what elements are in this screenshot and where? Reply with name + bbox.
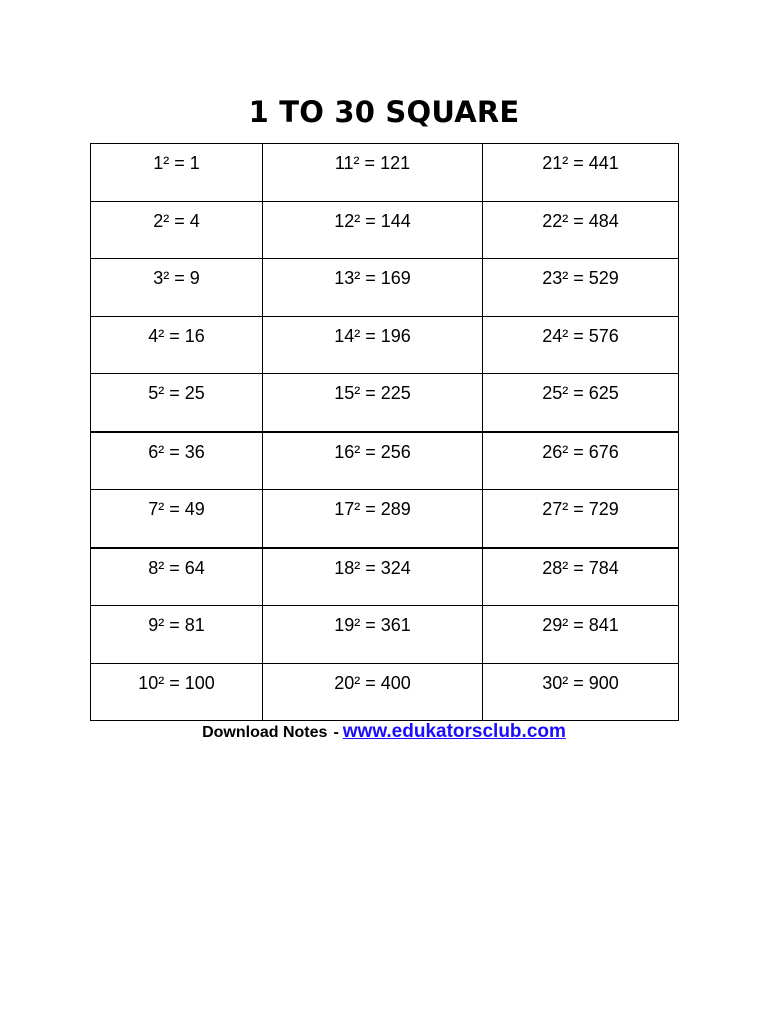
table-row: [91, 490, 679, 548]
table-cell: 15² = 225: [263, 374, 483, 432]
table-cell: 13² = 169: [263, 259, 483, 317]
table-row: [91, 374, 679, 432]
table-cell: 7² = 49: [91, 490, 263, 548]
table-cell: 16² = 256: [263, 432, 483, 490]
table-row: [91, 432, 679, 490]
page-title: 1 TO 30 SQUARE: [248, 95, 520, 129]
table-cell: 6² = 36: [91, 432, 263, 490]
table-cell: 25² = 625: [483, 374, 679, 432]
table-cell: 23² = 529: [483, 259, 679, 317]
table-row: [91, 259, 679, 317]
website-link[interactable]: www.edukatorsclub.com: [342, 721, 566, 742]
footer-note: [0, 720, 768, 745]
table-cell: 19² = 361: [263, 606, 483, 664]
table-cell: 26² = 676: [483, 432, 679, 490]
table-cell: 10² = 100: [91, 663, 263, 721]
download-notes-label: Download Notes: [202, 724, 328, 741]
table-row: [91, 548, 679, 606]
table-cell: 9² = 81: [91, 606, 263, 664]
table-cell: 21² = 441: [483, 144, 679, 202]
table-cell: 1² = 1: [91, 144, 263, 202]
table-row: [91, 144, 679, 202]
table-cell: 14² = 196: [263, 316, 483, 374]
footer-separator: -: [333, 724, 339, 741]
table-cell: 28² = 784: [483, 548, 679, 606]
table-cell: 8² = 64: [91, 548, 263, 606]
table-cell: 11² = 121: [263, 144, 483, 202]
squares-table: [90, 143, 679, 721]
table-cell: 20² = 400: [263, 663, 483, 721]
table-cell: 18² = 324: [263, 548, 483, 606]
table-row: [91, 316, 679, 374]
table-row: [91, 606, 679, 664]
table-cell: 30² = 900: [483, 663, 679, 721]
table-row: [91, 201, 679, 259]
table-cell: 2² = 4: [91, 201, 263, 259]
table-cell: 4² = 16: [91, 316, 263, 374]
table-cell: 5² = 25: [91, 374, 263, 432]
table-cell: 3² = 9: [91, 259, 263, 317]
table-cell: 12² = 144: [263, 201, 483, 259]
table-cell: 29² = 841: [483, 606, 679, 664]
table-cell: 22² = 484: [483, 201, 679, 259]
table-row: [91, 663, 679, 721]
table-cell: 17² = 289: [263, 490, 483, 548]
table-cell: 24² = 576: [483, 316, 679, 374]
table-cell: 27² = 729: [483, 490, 679, 548]
